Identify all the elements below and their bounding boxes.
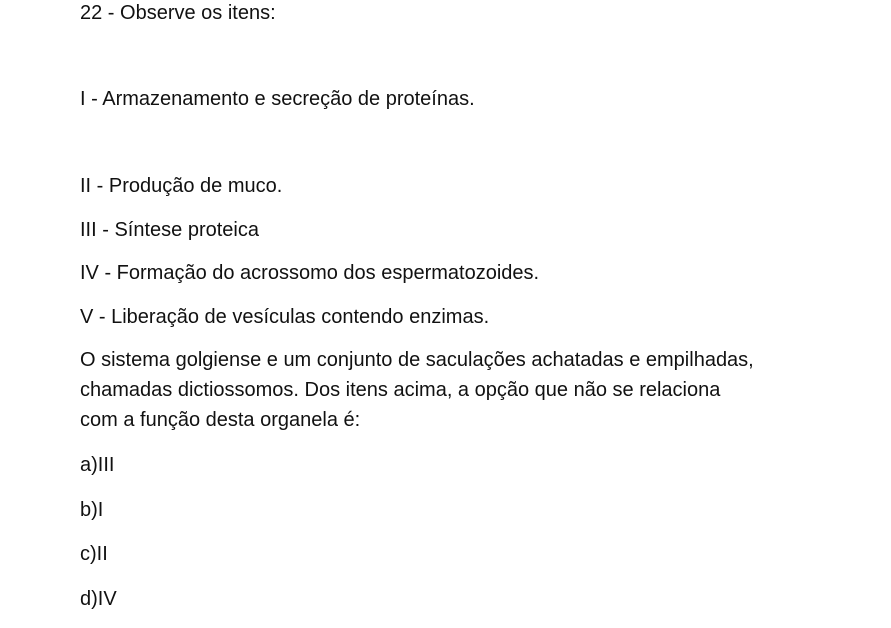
question-statement — [80, 345, 800, 435]
option-b: b)I — [80, 499, 104, 521]
question-document — [80, 0, 870, 628]
item-ii: II - Produção de muco. — [80, 175, 283, 197]
question-title: 22 - Observe os itens: — [80, 2, 276, 24]
option-c: c)II — [80, 543, 108, 565]
item-i: I - Armazenamento e secreção de proteínas. — [80, 88, 475, 110]
statement-line-2: chamadas dictiossomos. Dos itens acima, a opção que não se relaciona — [80, 379, 721, 401]
statement-line-1: O sistema golgiense e um conjunto de saculações achatadas e empilhadas, — [80, 349, 754, 371]
item-iv: IV - Formação do acrossomo dos espermatozoides. — [80, 262, 540, 284]
item-v: V - Liberação de vesículas contendo enzimas. — [80, 306, 490, 328]
item-iii: III - Síntese proteica — [80, 219, 259, 241]
statement-line-3: com a função desta organela é: — [80, 409, 361, 431]
option-d: d)IV — [80, 588, 117, 610]
option-a: a)III — [80, 454, 115, 476]
